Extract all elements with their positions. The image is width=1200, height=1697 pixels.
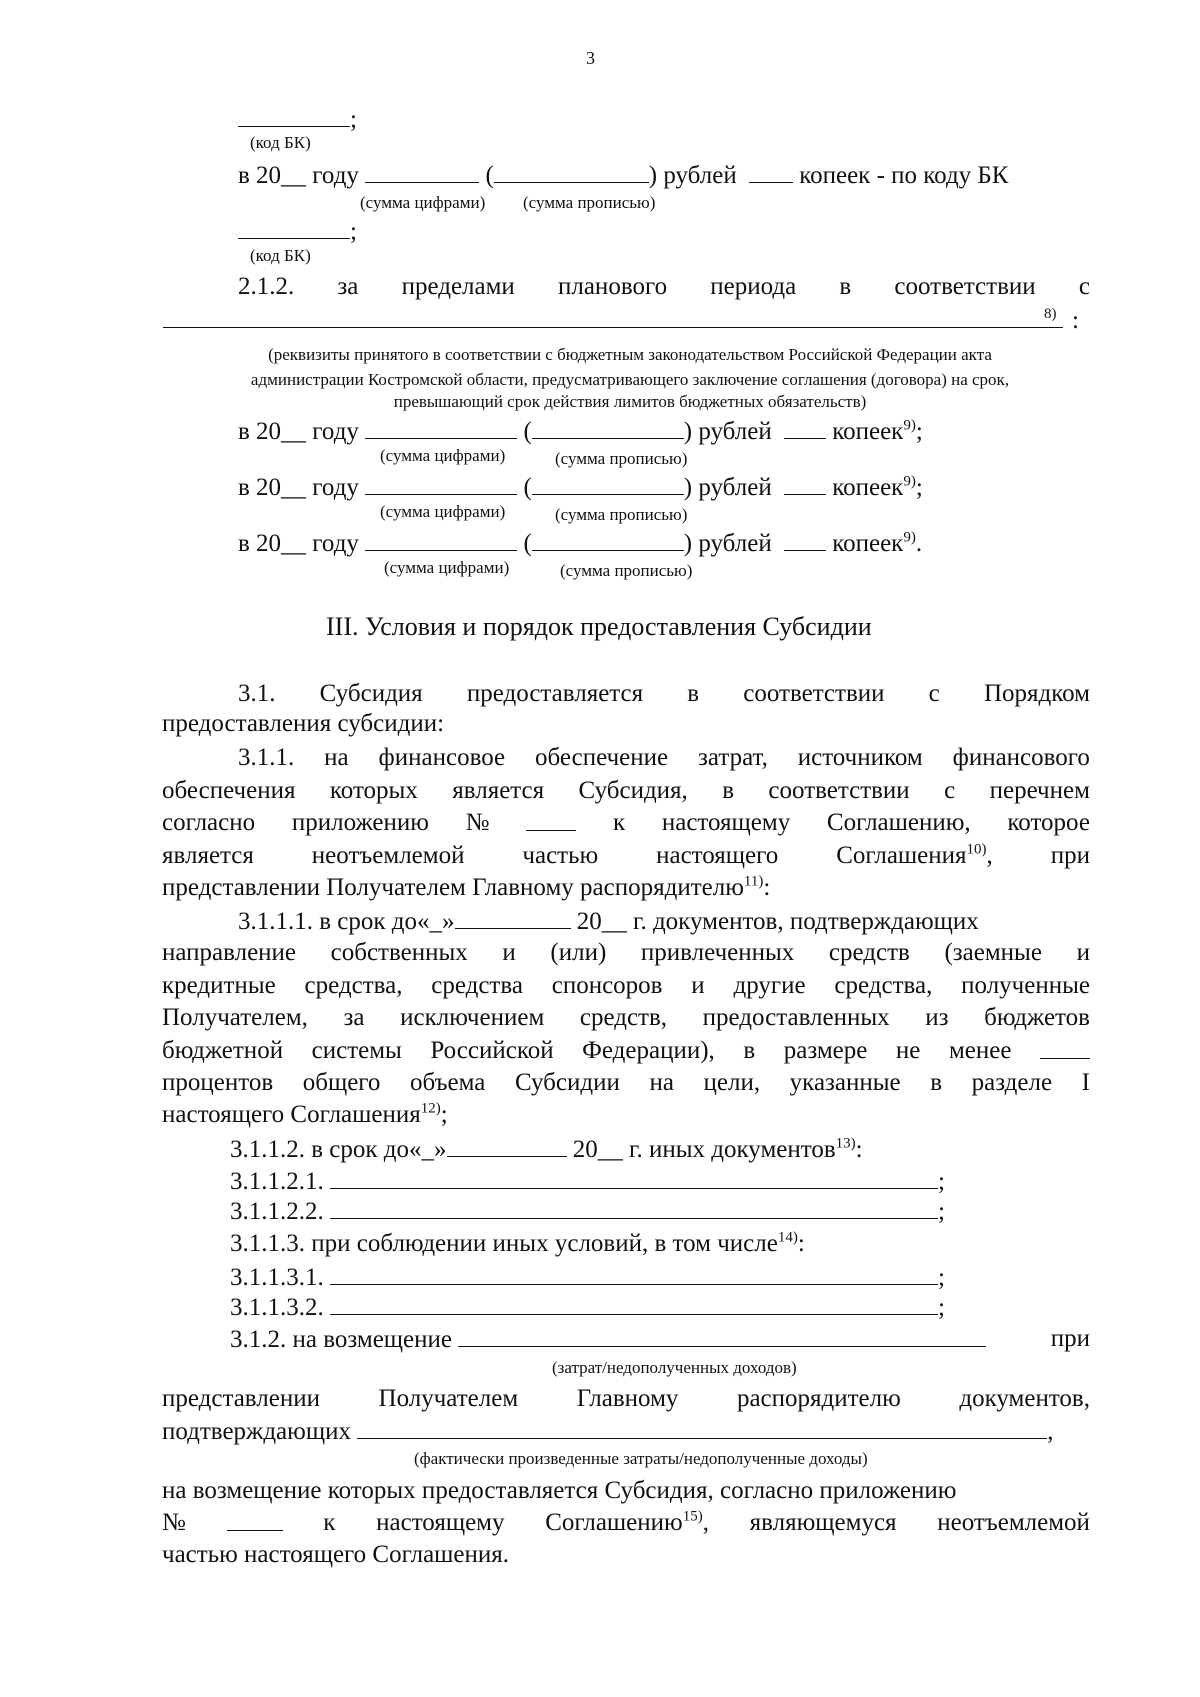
word: в	[743, 1037, 756, 1064]
word: и	[1076, 939, 1090, 966]
word: I	[1081, 1069, 1090, 1096]
section-title: III. Условия и порядок предоставления Субсидии	[326, 612, 872, 641]
word: Соглашения	[836, 842, 967, 869]
requisites-field	[163, 327, 1063, 328]
code-label-1: (код БК)	[250, 133, 311, 152]
word: 3.1.1.	[238, 744, 295, 771]
year-prefix: в 20__ году	[238, 474, 359, 501]
blank-field	[238, 104, 350, 127]
word: средств,	[579, 1004, 668, 1031]
p3-1-line-2: предоставления субсидии:	[162, 710, 445, 737]
word: размере	[783, 1037, 868, 1064]
word: является	[452, 777, 545, 804]
sum-words-field	[532, 416, 684, 439]
word: Субсидии	[514, 1069, 620, 1096]
sum-digits-field	[365, 528, 517, 551]
word-with-note	[836, 841, 993, 871]
sum-words-field	[532, 472, 684, 495]
colon: :	[763, 874, 771, 901]
word: подтверждающих	[162, 1418, 351, 1445]
code-label-2: (код БК)	[250, 246, 311, 265]
year-prefix: в 20__ году	[238, 530, 359, 557]
text: 3.1.2. на возмещение	[230, 1326, 452, 1353]
footnote-ref: 15)	[682, 1508, 703, 1525]
condition-field	[330, 1262, 938, 1285]
p3-1-1-line-2	[162, 776, 1090, 806]
word: в	[687, 680, 700, 707]
word: Главному	[576, 1385, 679, 1412]
word: исключением	[400, 1004, 545, 1031]
word: в	[722, 777, 735, 804]
word: привлеченных	[640, 939, 795, 966]
word: не	[895, 1037, 921, 1064]
blank-field	[238, 216, 350, 239]
year-prefix: в 20__ году	[238, 418, 359, 445]
kopecks-label: копеек	[832, 474, 904, 501]
kopecks-bk-label: копеек - по коду БК	[799, 162, 1009, 189]
paren-open: (	[523, 474, 532, 501]
word: цели,	[703, 1069, 761, 1096]
word: другие	[733, 972, 806, 999]
number-sign: №	[162, 1509, 186, 1536]
label-compensation: (затрат/недополученных доходов)	[552, 1358, 797, 1377]
word: приложению	[291, 809, 429, 836]
sum-digits-field	[365, 416, 517, 439]
semicolon: ;	[938, 1168, 945, 1195]
p3-1-1-1-line-4	[162, 1003, 1090, 1033]
word: кредитные	[162, 972, 276, 999]
label-sum-words-3: (сумма прописью)	[560, 561, 693, 580]
word: собственных	[330, 939, 468, 966]
word: направление	[162, 939, 297, 966]
label-actual-costs: (фактически произведенные затраты/недополученные доходы)	[414, 1449, 868, 1468]
label-sum-words-top: (сумма прописью)	[523, 193, 656, 212]
p3-1-1-line-4	[162, 841, 1090, 871]
word: которых	[329, 777, 418, 804]
p3-1-2-line-4: на возмещение которых предоставляется Субсидия, согласно приложению	[162, 1477, 957, 1504]
word: затрат,	[698, 744, 768, 771]
page-number: 3	[586, 48, 595, 68]
item-2-1-2-line	[238, 272, 1090, 302]
word: обеспечение	[535, 744, 669, 771]
rubles-label: ) рублей	[683, 418, 772, 445]
comma: ,	[702, 1509, 709, 1536]
word: Субсидия,	[578, 777, 688, 804]
word: процентов	[162, 1069, 274, 1096]
p3-1-1-1-line-1	[238, 906, 979, 937]
kopecks-label: копеек	[832, 418, 904, 445]
label-sum-digits-top: (сумма цифрами)	[360, 193, 486, 212]
p3-1-2-line-6: частью настоящего Соглашения.	[162, 1541, 510, 1568]
word: Федерации),	[582, 1037, 715, 1064]
footnote-ref: 12)	[420, 1100, 441, 1117]
condition-field	[330, 1292, 938, 1315]
word: к	[323, 1509, 336, 1536]
word: которое	[1007, 809, 1090, 836]
word: указанные	[789, 1069, 901, 1096]
note-ref-8: 8)	[1044, 306, 1057, 322]
semicolon: ;	[440, 1101, 448, 1128]
word: на	[324, 744, 349, 771]
line-end: .	[915, 530, 923, 557]
p3-1-1-3-1-line	[230, 1262, 945, 1293]
text: 3.1.1.2. в срок до«_»	[230, 1136, 447, 1163]
colon: :	[797, 1230, 805, 1257]
sum-digits-field	[365, 472, 517, 495]
text: 3.1.1.2.2.	[230, 1198, 324, 1225]
word: (или)	[550, 939, 607, 966]
word: распорядителю	[736, 1385, 901, 1412]
kopecks-label: копеек	[832, 530, 904, 557]
label-sum-words-2: (сумма прописью)	[555, 505, 688, 524]
p3-1-1-2-line	[230, 1134, 863, 1165]
p3-1-2-line-2	[162, 1384, 1090, 1414]
word: финансовое	[378, 744, 506, 771]
word: обеспечения	[162, 777, 296, 804]
word: и	[691, 972, 705, 999]
word: из	[925, 1004, 949, 1031]
semicolon: ;	[938, 1198, 945, 1225]
word: менее	[948, 1037, 1012, 1064]
word: и	[502, 939, 516, 966]
semicolon: ;	[350, 106, 357, 133]
word: полученные	[961, 972, 1090, 999]
sum-words-field	[494, 160, 649, 183]
word: при	[1050, 1325, 1090, 1352]
word: документов,	[959, 1385, 1090, 1412]
p3-1-1-1-line-5	[162, 1036, 1090, 1066]
year-line-2	[238, 472, 923, 503]
p3-1-1-1-line-6	[162, 1068, 1090, 1098]
semicolon: ;	[938, 1294, 945, 1321]
footnote-ref: 13)	[835, 1135, 856, 1152]
word: 3.1.	[238, 680, 276, 707]
kopecks-field	[784, 528, 826, 551]
text: представлении Получателем Главному распорядителю	[162, 874, 744, 901]
label-sum-digits-2: (сумма цифрами)	[380, 502, 506, 521]
word: согласно	[162, 809, 256, 836]
p3-1-1-2-2-line	[230, 1196, 945, 1227]
p3-1-1-1-line-2	[162, 938, 1090, 968]
word: предоставленных	[702, 1004, 890, 1031]
word: Субсидия	[319, 680, 423, 707]
word: с	[1078, 273, 1090, 300]
compensation-field	[458, 1324, 986, 1347]
year-line-1	[238, 416, 923, 447]
footnote-ref: 9)	[903, 529, 916, 546]
word: в	[930, 1069, 943, 1096]
year-prefix: в 20__ году	[238, 162, 359, 189]
word: Соглашению	[545, 1509, 683, 1536]
text: 3.1.1.3. при соблюдении иных условий, в том числе	[230, 1230, 778, 1257]
word: Получателем,	[162, 1004, 308, 1031]
word: перечнем	[989, 777, 1090, 804]
code-line-2	[238, 216, 357, 247]
paren-open: (	[523, 418, 532, 445]
word: настоящему	[661, 809, 791, 836]
word: планового	[557, 273, 668, 300]
word: общего	[302, 1069, 381, 1096]
comma: ,	[986, 842, 993, 869]
footnote-ref: 11)	[743, 873, 764, 890]
kopecks-field	[749, 160, 793, 183]
text: 3.1.1.3.1.	[230, 1264, 324, 1291]
requisites-note-1: (реквизиты принятого в соответствии с бюджетным законодательством Российской Федерации акта	[268, 345, 992, 364]
word: соответствии	[743, 680, 885, 707]
word: представлении	[162, 1385, 320, 1412]
label-sum-words-1: (сумма прописью)	[555, 449, 688, 468]
word: с	[928, 680, 940, 707]
p3-1-1-3-2-line	[230, 1292, 945, 1323]
date-field	[455, 906, 571, 929]
document-field	[330, 1196, 938, 1219]
p3-1-1-line-5	[162, 873, 770, 903]
word: настоящего	[656, 842, 779, 869]
appendix-number-field	[227, 1508, 283, 1531]
word: средства,	[834, 972, 933, 999]
word: Получателем	[378, 1385, 519, 1412]
p3-1-1-2-1-line	[230, 1166, 945, 1197]
word: (заемные	[944, 939, 1042, 966]
word: спонсоров	[551, 972, 663, 999]
requisites-colon: :	[1072, 307, 1079, 334]
word: предоставляется	[466, 680, 644, 707]
p3-1-1-line-3	[162, 808, 1090, 838]
semicolon: ;	[938, 1264, 945, 1291]
word: с	[944, 777, 956, 804]
text: 3.1.1.3.2.	[230, 1294, 324, 1321]
line-end: ;	[915, 418, 923, 445]
word: на	[649, 1069, 674, 1096]
word: соответствии	[768, 777, 910, 804]
kopecks-field	[784, 416, 826, 439]
p3-1-1-1-line-7	[162, 1100, 448, 1130]
word: средств	[828, 939, 910, 966]
footnote-ref: 10)	[966, 841, 987, 858]
paren-open: (	[523, 530, 532, 557]
date-field	[447, 1134, 567, 1157]
p3-1-line-1	[238, 679, 1090, 709]
year-sum-line-top	[238, 160, 1008, 191]
footnote-ref: 9)	[903, 473, 916, 490]
requisites-note-3: превышающий срок действия лимитов бюджетных обязательств)	[393, 392, 867, 411]
word: Соглашению,	[826, 809, 971, 836]
word: средства	[431, 972, 523, 999]
p3-1-1-line-1	[238, 743, 1090, 773]
p3-1-1-3-line	[230, 1229, 805, 1259]
word: частью	[522, 842, 599, 869]
percent-field	[1040, 1036, 1090, 1059]
word: за	[343, 1004, 365, 1031]
sum-words-field	[532, 528, 684, 551]
sum-digits-field	[365, 160, 479, 183]
code-line-1	[238, 104, 357, 135]
comma: ,	[1047, 1418, 1054, 1445]
word: Российской	[430, 1037, 554, 1064]
number-sign: №	[465, 809, 490, 836]
text: настоящего Соглашения	[162, 1101, 421, 1128]
rubles-label: ) рублей	[683, 474, 772, 501]
paren-open: (	[485, 162, 494, 189]
year-line-3	[238, 528, 922, 559]
label-sum-digits-3: (сумма цифрами)	[384, 558, 510, 577]
word: Порядком	[983, 680, 1090, 707]
text: 20__ г. документов, подтверждающих	[576, 908, 979, 935]
p3-1-2-line-3	[162, 1416, 1053, 1447]
word: при	[1050, 842, 1090, 869]
word: источником	[797, 744, 923, 771]
word: системы	[311, 1037, 402, 1064]
appendix-number-field	[526, 808, 576, 831]
word: являющемуся	[749, 1509, 897, 1536]
footnote-ref: 9)	[903, 417, 916, 434]
p3-1-1-1-line-3	[162, 971, 1090, 1001]
p3-1-2-line-5	[162, 1508, 1090, 1538]
word: бюджетов	[984, 1004, 1090, 1031]
word: неотъемлемой	[311, 842, 465, 869]
word: к	[612, 809, 626, 836]
document-field	[330, 1166, 938, 1189]
word: соответствии	[894, 273, 1036, 300]
label-sum-digits-1: (сумма цифрами)	[380, 446, 506, 465]
word: за	[337, 273, 359, 300]
p3-1-2-line-1	[230, 1324, 1090, 1355]
word: настоящему	[376, 1509, 505, 1536]
word-with-note	[545, 1508, 709, 1538]
word: средства,	[304, 972, 403, 999]
footnote-ref: 14)	[777, 1229, 798, 1246]
word: является	[162, 842, 254, 869]
semicolon: ;	[350, 218, 357, 245]
word: 2.1.2.	[238, 273, 295, 300]
word: периода	[710, 273, 797, 300]
confirming-docs-field	[357, 1416, 1047, 1439]
text: 3.1.1.2.1.	[230, 1168, 324, 1195]
rubles-label: ) рублей	[648, 162, 737, 189]
text: 3.1.1.1. в срок до«_»	[238, 908, 455, 935]
word: в	[839, 273, 852, 300]
word: бюджетной	[162, 1037, 284, 1064]
text: 20__ г. иных документов	[572, 1136, 836, 1163]
colon: :	[855, 1136, 863, 1163]
kopecks-field	[784, 472, 826, 495]
word: неотъемлемой	[937, 1509, 1090, 1536]
line-end: ;	[915, 474, 923, 501]
word: разделе	[971, 1069, 1053, 1096]
word: объема	[410, 1069, 486, 1096]
rubles-label: ) рублей	[683, 530, 772, 557]
word: финансового	[952, 744, 1090, 771]
word: пределами	[401, 273, 515, 300]
requisites-note-2: администрации Костромской области, предусматривающего заключение соглашения (договора) на срок,	[250, 370, 1010, 389]
